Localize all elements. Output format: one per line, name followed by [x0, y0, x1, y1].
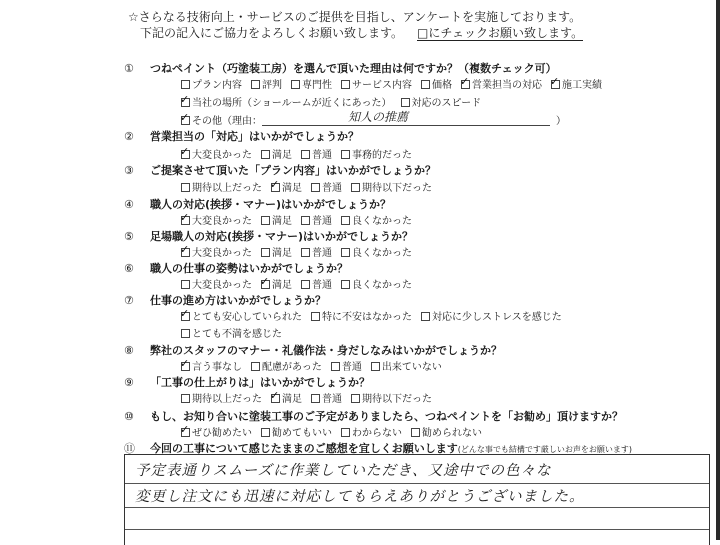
checkbox-option[interactable] [261, 280, 292, 291]
option-row [181, 179, 441, 194]
checkbox-icon[interactable] [261, 216, 270, 225]
checkbox-option[interactable] [181, 428, 252, 439]
option-row [181, 244, 421, 259]
option-row [181, 308, 571, 323]
checkbox-icon[interactable] [341, 280, 350, 289]
option-row [181, 76, 611, 91]
checkbox-option[interactable] [401, 98, 482, 109]
checked-box-icon[interactable] [181, 248, 190, 257]
question-2 [124, 128, 359, 144]
option-label: 専門性 [302, 80, 332, 91]
checkbox-icon[interactable] [261, 150, 270, 159]
checkbox-icon[interactable] [421, 80, 430, 89]
checkbox-option[interactable] [301, 216, 332, 227]
checked-box-icon[interactable] [181, 116, 190, 125]
option-label: 普通 [322, 394, 342, 405]
question-10 [124, 408, 623, 424]
option-label: わからない [352, 428, 402, 439]
option-label: 満足 [272, 248, 292, 259]
checkbox-icon[interactable] [341, 150, 350, 159]
checkbox-option[interactable] [301, 248, 332, 259]
other-close-paren: ） [556, 116, 566, 127]
option-label: 普通 [341, 362, 362, 373]
question-number: ③ [124, 164, 134, 177]
option-label: 良くなかった [352, 280, 412, 291]
question-text: 営業担当の「対応」はいかがでしょうか？ [150, 130, 359, 143]
checkbox-icon[interactable] [251, 362, 260, 371]
question-number: ⑤ [124, 230, 134, 243]
checked-box-icon[interactable] [271, 394, 280, 403]
checkbox-icon[interactable] [261, 428, 270, 437]
option-label: サービス内容 [352, 80, 412, 91]
option-label: 大変良かった [192, 248, 252, 259]
checkbox-icon[interactable] [351, 183, 360, 192]
checkbox-option[interactable] [311, 394, 342, 405]
checkbox-icon[interactable] [401, 98, 410, 107]
option-label: 勧めてもいい [272, 428, 332, 439]
option-label: 事務的だった [352, 150, 412, 161]
other-reason-field[interactable] [262, 110, 550, 126]
checkbox-option[interactable] [421, 312, 562, 323]
question-5 [124, 228, 413, 244]
checkbox-option[interactable] [181, 248, 252, 259]
checkbox-option[interactable] [411, 428, 482, 439]
checked-box-icon[interactable] [261, 280, 270, 289]
checkbox-option[interactable] [551, 80, 602, 91]
checkbox-option[interactable] [181, 216, 252, 227]
question-number: ⑨ [124, 376, 134, 389]
option-label: 大変良かった [192, 216, 252, 227]
checkbox-icon[interactable] [411, 428, 420, 437]
comment-rule [125, 507, 709, 508]
checkbox-option[interactable] [271, 394, 302, 405]
question-number: ① [124, 62, 134, 75]
checked-box-icon[interactable] [181, 150, 190, 159]
option-label: とても不満を感じた [192, 329, 282, 340]
other-option[interactable] [181, 116, 262, 127]
option-label: 満足 [282, 183, 302, 194]
option-row [181, 424, 491, 439]
option-label: 対応のスピード [411, 98, 482, 109]
page-edge [716, 0, 720, 540]
checked-box-icon[interactable] [181, 428, 190, 437]
intro-request: 下記の記入にご協力をよろしくお願い致します。 [140, 26, 404, 40]
question-8 [124, 342, 502, 358]
checked-box-icon[interactable] [181, 312, 190, 321]
question-number: ⑩ [124, 410, 134, 423]
option-label: 満足 [272, 216, 292, 227]
other-label: その他（理由： [192, 116, 262, 127]
question-3 [124, 162, 436, 178]
checkbox-icon[interactable] [341, 80, 350, 89]
checked-box-icon[interactable] [461, 80, 470, 89]
check-instruction: □にチェックお願い致します。 [417, 26, 584, 40]
option-label: 特に不安はなかった [322, 312, 412, 323]
option-label: プラン内容 [192, 80, 242, 91]
checkbox-option[interactable] [261, 216, 292, 227]
checkbox-option[interactable] [371, 362, 442, 373]
checkbox-icon[interactable] [421, 312, 430, 321]
option-row [181, 358, 451, 373]
checkbox-option[interactable] [291, 80, 332, 91]
checkbox-option[interactable] [181, 362, 242, 373]
checkbox-option[interactable] [261, 428, 332, 439]
comment-line-1: 予定表通りスムーズに作業していただき、又途中での色々な [135, 463, 552, 479]
checkbox-icon[interactable] [181, 280, 190, 289]
question-number: ④ [124, 198, 134, 211]
checkbox-icon[interactable] [301, 280, 310, 289]
question-text: 仕事の進め方はいかがでしょうか？ [150, 294, 326, 307]
checkbox-option[interactable] [341, 80, 412, 91]
comment-box[interactable] [124, 454, 710, 545]
question-text: 職人の対応(挨拶・マナー)はいかがでしょうか？ [150, 198, 392, 211]
checkbox-option[interactable] [331, 362, 362, 373]
checkbox-option[interactable] [251, 80, 282, 91]
option-row [181, 94, 490, 109]
checkbox-option[interactable] [181, 312, 302, 323]
option-row [181, 325, 291, 340]
checkbox-option[interactable] [421, 80, 452, 91]
checkbox-option[interactable] [181, 329, 282, 340]
option-label: 言う事なし [192, 362, 242, 373]
checkbox-option[interactable] [341, 248, 412, 259]
option-label: 大変良かった [192, 280, 252, 291]
option-label: 出来ていない [381, 362, 442, 373]
checkbox-icon[interactable] [181, 329, 190, 338]
checkbox-option[interactable] [341, 280, 412, 291]
option-label: 当社の場所（ショールームが近くにあった） [192, 98, 392, 109]
checkbox-option[interactable] [351, 183, 432, 194]
option-label: 大変良かった [192, 150, 252, 161]
option-label: ぜひ勧めたい [192, 428, 252, 439]
checkbox-icon[interactable] [181, 80, 190, 89]
question-9 [124, 374, 370, 390]
question-4 [124, 196, 391, 212]
checked-box-icon[interactable] [551, 80, 560, 89]
option-label: 良くなかった [352, 248, 412, 259]
option-label: 普通 [312, 216, 332, 227]
question-1 [124, 60, 557, 76]
checkbox-option[interactable] [301, 150, 332, 161]
question-6 [124, 260, 348, 276]
option-row [181, 276, 421, 291]
question-number: ② [124, 130, 134, 143]
checkbox-icon[interactable] [311, 394, 320, 403]
option-label: 期待以上だった [192, 394, 262, 405]
question-number: ⑧ [124, 344, 134, 357]
option-label: 勧められない [422, 428, 482, 439]
option-label: 満足 [272, 280, 292, 291]
checked-box-icon[interactable] [271, 183, 280, 192]
question-number: ⑪ [124, 442, 135, 455]
comment-rule [125, 529, 709, 530]
option-label: 普通 [312, 150, 332, 161]
checkbox-option[interactable] [341, 216, 412, 227]
question-text: ご提案させて頂いた「プラン内容」はいかがでしょうか？ [150, 164, 436, 177]
option-label: 価格 [432, 80, 452, 91]
checkbox-icon[interactable] [301, 248, 310, 257]
checkbox-option[interactable] [261, 150, 292, 161]
question-note: (どんな事でも結構です厳しいお声をお願います) [457, 445, 633, 454]
option-label: 普通 [322, 183, 342, 194]
checkbox-option[interactable] [341, 428, 402, 439]
other-reason-value: 知人の推薦 [348, 110, 409, 124]
option-row [181, 212, 421, 227]
question-text: 足場職人の対応(挨拶・マナー)はいかがでしょうか？ [150, 230, 414, 243]
option-label: 満足 [272, 150, 292, 161]
checkbox-option[interactable] [181, 150, 252, 161]
checkbox-icon[interactable] [341, 248, 350, 257]
question-text: つねペイント（巧塗装工房）を選んで頂いた理由は何ですか？（複数チェック可） [150, 62, 557, 75]
intro-line-2 [140, 24, 583, 41]
checkbox-icon[interactable] [331, 362, 340, 371]
option-label: 期待以上だった [192, 183, 262, 194]
comment-rule [125, 483, 709, 484]
checkbox-icon[interactable] [251, 80, 260, 89]
question-text: もし、お知り合いに塗装工事のご予定がありましたら、つねペイントを「お勧め」頂けますか？ [150, 410, 623, 423]
checkbox-icon[interactable] [311, 183, 320, 192]
option-label: 期待以下だった [362, 394, 432, 405]
checkbox-option[interactable] [271, 183, 302, 194]
checkbox-option[interactable] [181, 183, 262, 194]
checkbox-option[interactable] [181, 394, 262, 405]
option-row [181, 146, 421, 161]
checkbox-icon[interactable] [311, 312, 320, 321]
option-label: とても安心していられた [192, 312, 302, 323]
question-text: 弊社のスタッフのマナー・礼儀作法・身だしなみはいかがでしょうか？ [150, 344, 502, 357]
checkbox-icon[interactable] [341, 216, 350, 225]
checkbox-option[interactable] [311, 312, 412, 323]
option-label: 満足 [282, 394, 302, 405]
checkbox-icon[interactable] [291, 80, 300, 89]
checkbox-option[interactable] [341, 150, 412, 161]
checkbox-icon[interactable] [351, 394, 360, 403]
checked-box-icon[interactable] [181, 216, 190, 225]
checkbox-icon[interactable] [181, 183, 190, 192]
checkbox-option[interactable] [181, 80, 242, 91]
option-label: 評判 [262, 80, 282, 91]
option-label: 施工実績 [562, 80, 602, 91]
checked-box-icon[interactable] [181, 98, 190, 107]
checkbox-icon[interactable] [301, 150, 310, 159]
checkbox-option[interactable] [261, 248, 292, 259]
intro-line-1: ☆さらなる技術向上・サービスのご提供を目指し、アンケートを実施しております。 [128, 10, 582, 24]
checked-box-icon[interactable] [181, 362, 190, 371]
checkbox-icon[interactable] [181, 394, 190, 403]
question-text: 今回の工事について感じたままのご感想を宜しくお願いします [150, 442, 458, 455]
option-label: 配慮があった [262, 362, 322, 373]
question-7 [124, 292, 326, 308]
option-label: 営業担当の対応 [472, 80, 542, 91]
question-number: ⑦ [124, 294, 134, 307]
checkbox-option[interactable] [181, 280, 252, 291]
checkbox-icon[interactable] [261, 248, 270, 257]
comment-line-2: 変更し注文にも迅速に対応してもらえありがとうございました。 [135, 489, 585, 505]
question-text: 職人の仕事の姿勢はいかがでしょうか？ [150, 262, 348, 275]
question-number: ⑥ [124, 262, 134, 275]
checkbox-icon[interactable] [341, 428, 350, 437]
checkbox-icon[interactable] [371, 362, 380, 371]
checkbox-option[interactable] [301, 280, 332, 291]
checkbox-option[interactable] [461, 80, 542, 91]
checkbox-option[interactable] [351, 394, 432, 405]
option-label: 普通 [312, 248, 332, 259]
option-label: 良くなかった [352, 216, 412, 227]
checkbox-icon[interactable] [301, 216, 310, 225]
checkbox-option[interactable] [311, 183, 342, 194]
option-row [181, 390, 441, 405]
checkbox-option[interactable] [251, 362, 322, 373]
option-label: 期待以下だった [362, 183, 432, 194]
option-label: 対応に少しストレスを感じた [432, 312, 562, 323]
option-label: 普通 [312, 280, 332, 291]
question-text: 「工事の仕上がりは」はいかがでしょうか？ [150, 376, 370, 389]
other-reason-row [181, 112, 566, 127]
